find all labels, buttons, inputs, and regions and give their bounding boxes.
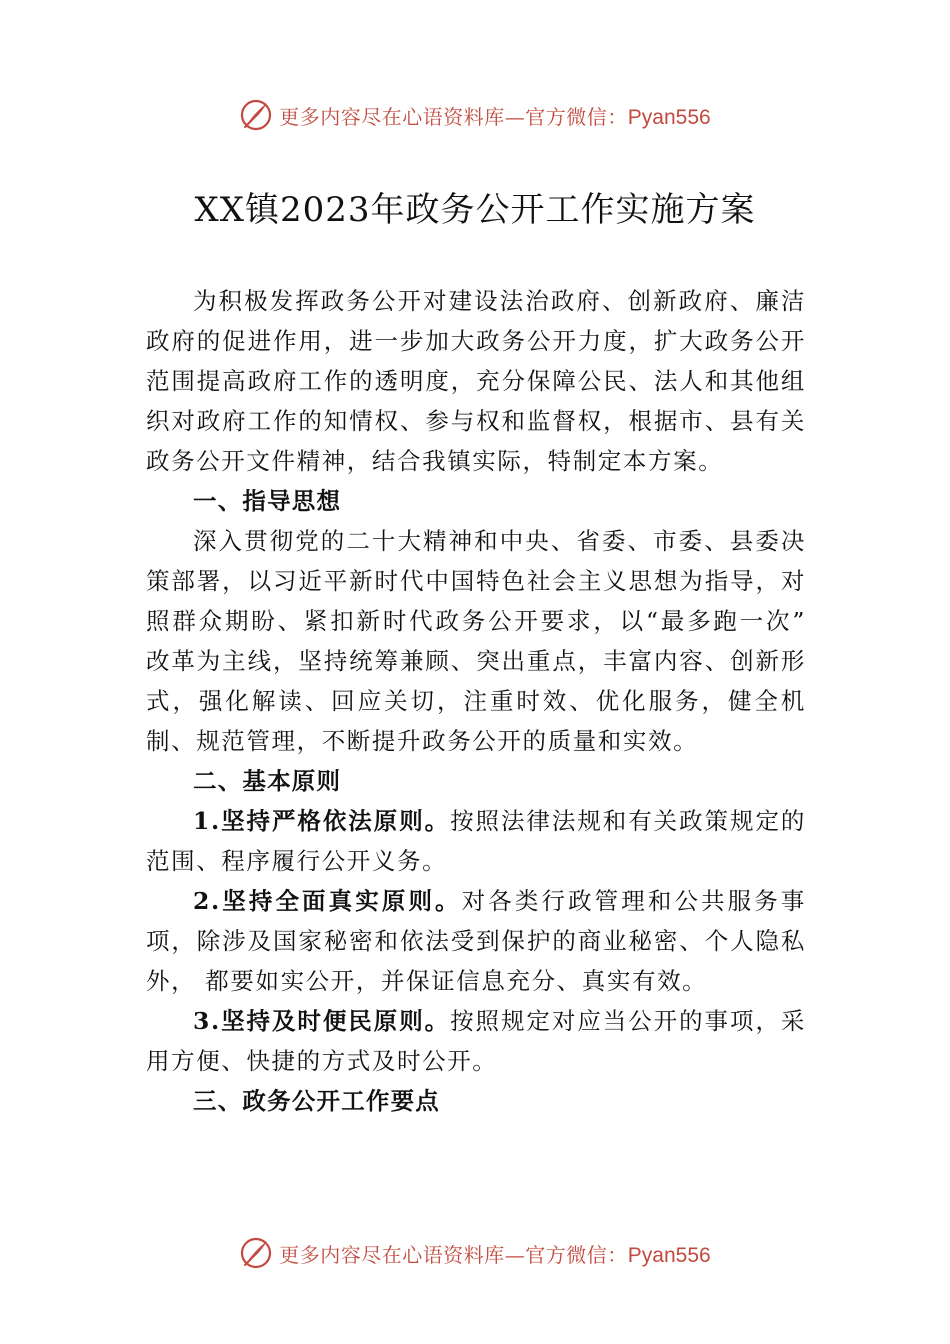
principle-item [146, 801, 806, 881]
principle-lead: 3.坚持及时便民原则。 [193, 1007, 451, 1035]
principle-lead: 2.坚持全面真实原则。 [193, 887, 462, 915]
document-title: XX镇2023年政务公开工作实施方案 [194, 190, 756, 230]
document-body [146, 281, 806, 1121]
watermark-text: 更多内容尽在心语资料库—官方微信：Pyan556 [279, 1242, 711, 1267]
quill-pen-circle-logo-icon [239, 1236, 273, 1270]
footer-watermark [0, 1233, 950, 1273]
section-heading-guiding-thought: 一、指导思想 [193, 487, 342, 515]
quill-pen-circle-logo-icon [239, 98, 273, 132]
principle-item [146, 1001, 806, 1081]
guiding-thought-paragraph: 深入贯彻党的二十大精神和中央、省委、市委、县委决策部署，以习近平新时代中国特色社会主义思想为指导，对照群众期盼、紧扣新时代政务公开要求，以“最多跑一次” 改革为主线，坚持统筹兼顾、突出重点，丰富内容、创新形式，强化解读、回应关切，注重时效、优化服务，健全机制、规范管理，不断提升政务公开的质量和实效。 [146, 527, 806, 755]
header-watermark [0, 95, 950, 135]
watermark-text: 更多内容尽在心语资料库—官方微信：Pyan556 [279, 104, 711, 129]
watermark-wechat-id: Pyan556 [627, 1243, 711, 1267]
section-heading-basic-principles: 二、基本原则 [193, 767, 342, 795]
intro-paragraph: 为积极发挥政务公开对建设法治政府、创新政府、廉洁政府的促进作用，进一步加大政务公开力度，扩大政务公开范围提高政府工作的透明度，充分保障公民、法人和其他组织对政府工作的知情权、参与权和监督权，根据市、县有关政务公开文件精神，结合我镇实际，特制定本方案。 [146, 287, 806, 475]
principle-lead: 1.坚持严格依法原则。 [193, 807, 451, 835]
principle-text: 对各类行政管理和公共服务事项，除涉及国家秘密和依法受到保护的商业秘密、个人隐私外， 都要如实公开，并保证信息充分、真实有效。 [146, 887, 806, 995]
principle-text: 按照法律法规和有关政策规定的范围、程序履行公开义务。 [146, 807, 806, 875]
section-heading-work-points: 三、政务公开工作要点 [193, 1087, 440, 1115]
principle-item [146, 881, 806, 1001]
watermark-wechat-id: Pyan556 [627, 105, 711, 129]
principle-text: 按照规定对应当公开的事项，采用方便、快捷的方式及时公开。 [146, 1007, 806, 1075]
